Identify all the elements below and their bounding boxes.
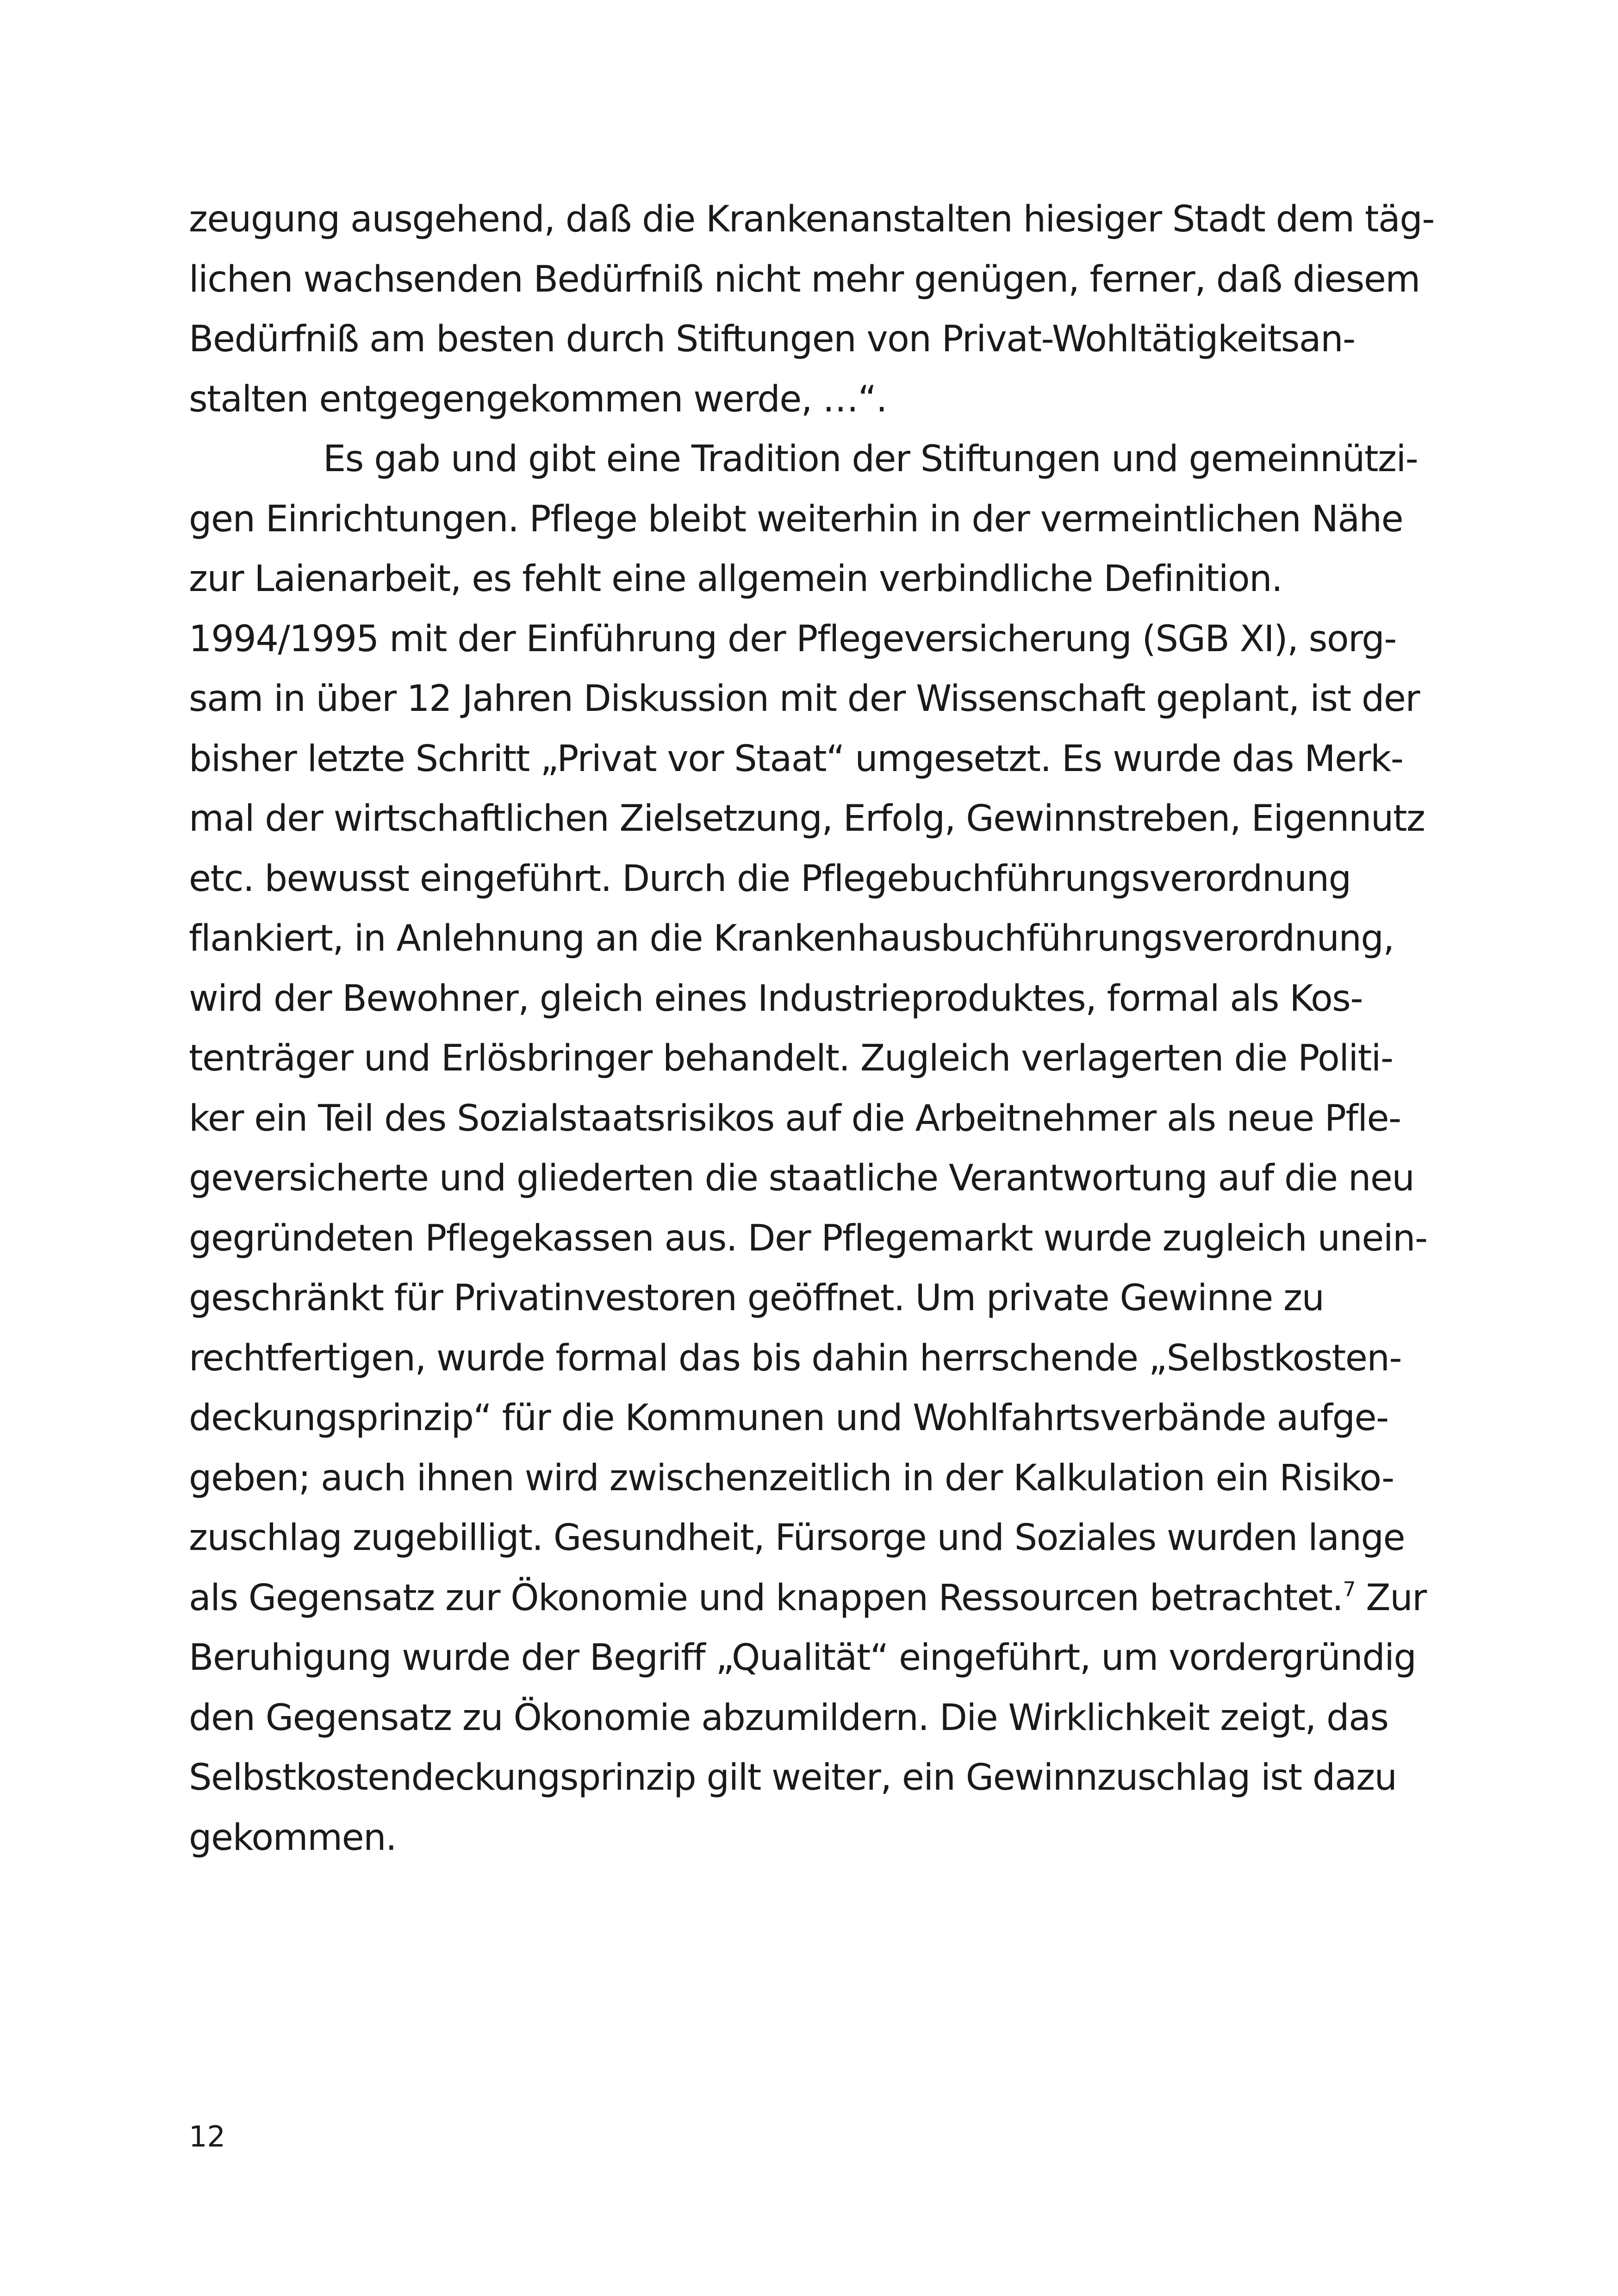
footnote-marker: 7 [1343, 1577, 1355, 1601]
text-line: gekommen. [189, 1817, 397, 1859]
text-line: gen Einrichtungen. Pflege bleibt weiterhin in der vermeintlichen Nähe [189, 498, 1403, 540]
text-fragment: Zur [1355, 1577, 1426, 1619]
text-line: Beruhigung wurde der Begriff „Qualität“ eingeführt, um vordergründig [189, 1637, 1416, 1679]
text-fragment: als Gegensatz zur Ökonomie und knappen Ressourcen betrachtet. [189, 1577, 1343, 1619]
text-line: wird der Bewohner, gleich eines Industrieproduktes, formal als Kos- [189, 977, 1363, 1020]
text-line: mal der wirtschaftlichen Zielsetzung, Erfolg, Gewinnstreben, Eigennutz [189, 798, 1425, 840]
text-line: ker ein Teil des Sozialstaatsrisikos auf die Arbeitnehmer als neue Pfle- [189, 1097, 1401, 1139]
paragraph-start-line: Es gab und gibt eine Tradition der Stiftungen und gemeinnützi- [323, 438, 1418, 480]
text-line: tenträger und Erlösbringer behandelt. Zugleich verlagerten die Politi- [189, 1038, 1393, 1079]
text-line: geversicherte und gliederten die staatliche Verantwortung auf die neu [189, 1157, 1414, 1199]
text-line: zeugung ausgehend, daß die Krankenanstalten hiesiger Stadt dem täg- [189, 199, 1434, 240]
text-line: etc. bewusst eingeführt. Durch die Pflegebuchführungsverordnung [189, 858, 1351, 900]
text-line: bisher letzte Schritt „Privat vor Staat“ umgesetzt. Es wurde das Merk- [189, 738, 1403, 780]
text-line: geben; auch ihnen wird zwischenzeitlich in der Kalkulation ein Risiko- [189, 1457, 1394, 1499]
text-line: lichen wachsenden Bedürfniß nicht mehr genügen, ferner, daß diesem [189, 258, 1420, 300]
text-line: sam in über 12 Jahren Diskussion mit der Wissenschaft geplant, ist der [189, 678, 1419, 720]
text-line: gegründeten Pflegekassen aus. Der Pflegemarkt wurde zugleich unein- [189, 1217, 1427, 1259]
text-line: geschränkt für Privatinvestoren geöffnet. Um private Gewinne zu [189, 1277, 1324, 1319]
page-number: 12 [189, 2120, 225, 2153]
text-line: Selbstkostendeckungsprinzip gilt weiter, ein Gewinnzuschlag ist dazu [189, 1757, 1397, 1798]
text-line: rechtfertigen, wurde formal das bis dahin herrschende „Selbstkosten- [189, 1337, 1401, 1379]
text-line: flankiert, in Anlehnung an die Krankenhausbuchführungsverordnung, [189, 918, 1394, 959]
text-line: zur Laienarbeit, es fehlt eine allgemein verbindliche Definition. [189, 558, 1282, 600]
text-line: 1994/1995 mit der Einführung der Pflegeversicherung (SGB XI), sorg- [189, 618, 1396, 660]
text-line: stalten entgegengekommen werde, …“. [189, 378, 887, 420]
body-text [189, 190, 1438, 1868]
text-line: deckungsprinzip“ für die Kommunen und Wohlfahrtsverbände aufge- [189, 1397, 1388, 1439]
text-line: Bedürfniß am besten durch Stiftungen von Privat-Wohltätigkeitsan- [189, 318, 1355, 360]
text-line-with-footnote [189, 1568, 1438, 1629]
text-line: zuschlag zugebilligt. Gesundheit, Fürsorge und Soziales wurden lange [189, 1517, 1405, 1559]
text-line: den Gegensatz zu Ökonomie abzumildern. Die Wirklichkeit zeigt, das [189, 1697, 1388, 1739]
